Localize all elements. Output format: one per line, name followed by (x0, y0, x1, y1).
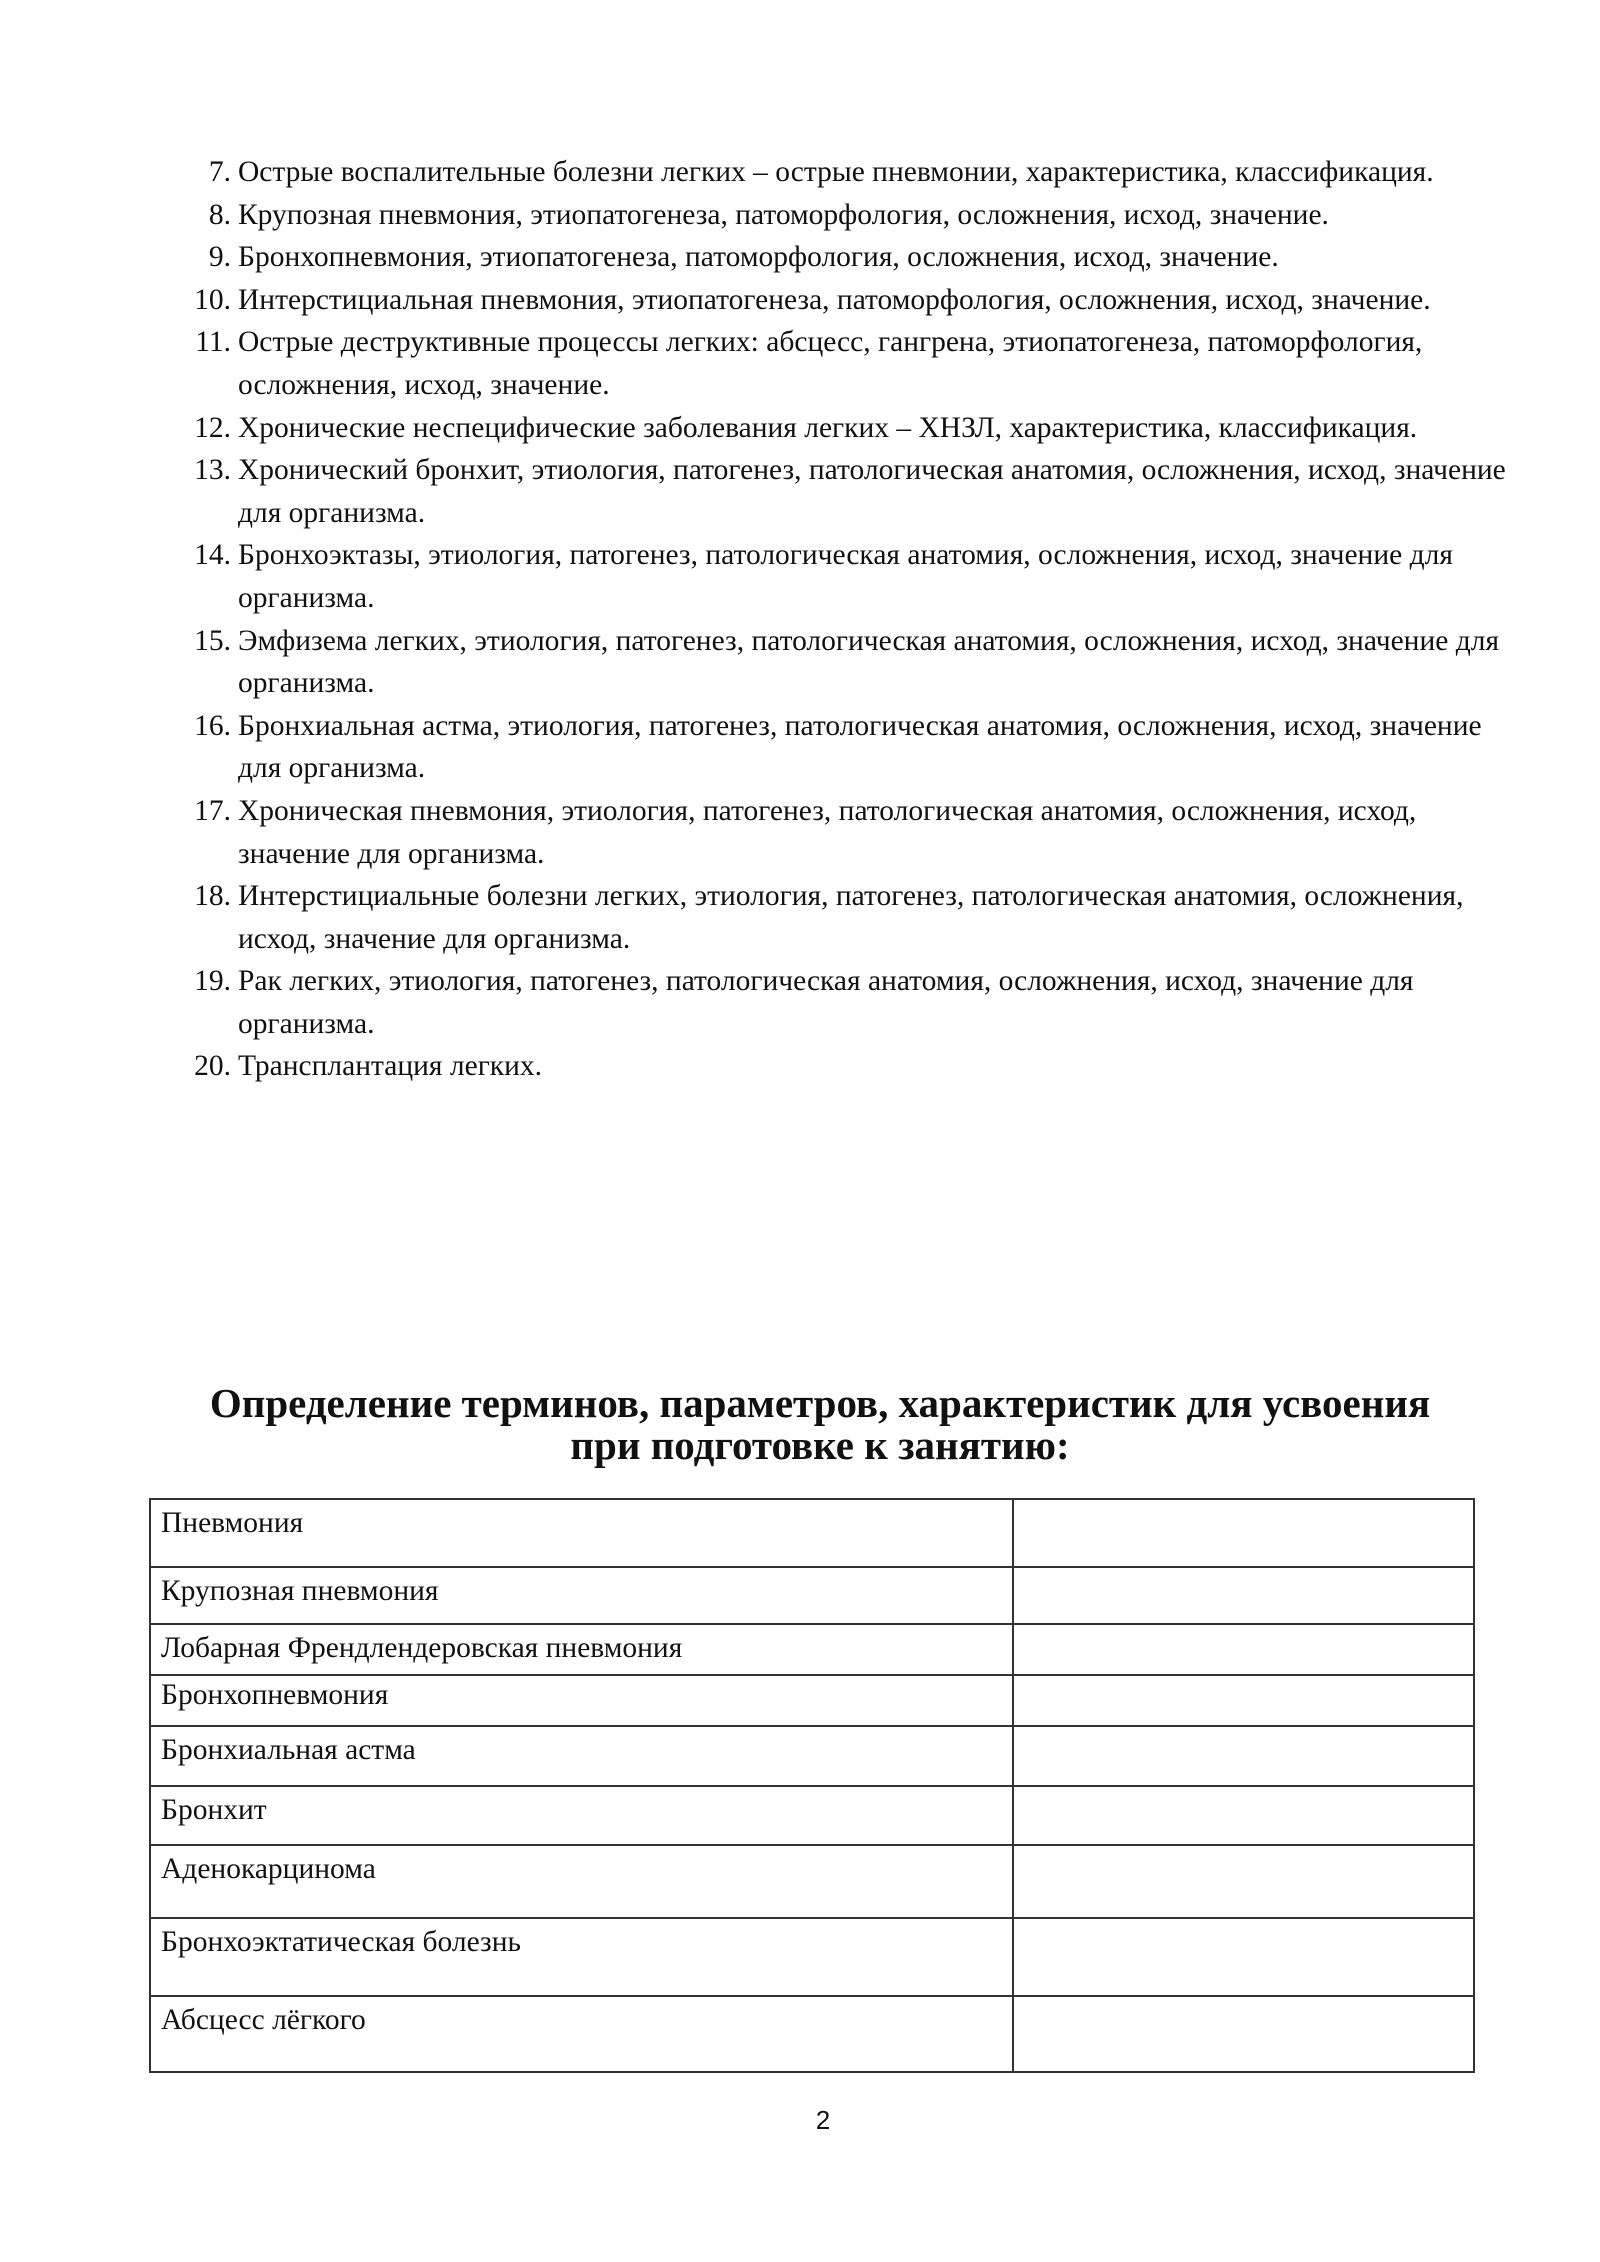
list-item (175, 790, 1520, 875)
list-item-number: 11. (195, 326, 231, 359)
definition-cell[interactable] (1013, 1499, 1474, 1567)
list-item (175, 236, 1520, 279)
list-item-text: Бронхиальная астма, этиология, патогенез, патологическая анатомия, осложнения, исход, значение для организма. (238, 709, 1482, 785)
list-item-number: 7. (208, 156, 231, 188)
list-item-text: Острые деструктивные процессы легких: абсцесс, гангрена, этиопатогенеза, патоморфология, осложнения, исход, значение. (238, 326, 1423, 401)
section-title-line1: Определение терминов, параметров, характеристик для усвоения (209, 1380, 1431, 1426)
page-number: 2 (815, 2105, 831, 2135)
list-item (175, 534, 1520, 619)
list-item-text: Интерстициальная пневмония, этиопатогенеза, патоморфология, осложнения, исход, значение. (238, 283, 1431, 316)
term-cell: Бронхоэктатическая болезнь (150, 1918, 1013, 1996)
list-item (175, 194, 1520, 237)
list-item (175, 407, 1520, 450)
list-item (175, 620, 1520, 705)
list-item-text: Хронические неспецифические заболевания легких – ХНЗЛ, характеристика, классификация. (238, 411, 1418, 444)
list-item (175, 960, 1520, 1045)
term-cell: Бронхопневмония (150, 1675, 1013, 1726)
table-row (150, 1726, 1474, 1786)
list-item-text: Эмфизема легких, этиология, патогенез, патологическая анатомия, осложнения, исход, значение для организма. (238, 624, 1500, 700)
term-cell: Аденокарцинома (150, 1845, 1013, 1918)
list-item-text: Бронхоэктазы, этиология, патогенез, патологическая анатомия, осложнения, исход, значение для организма. (238, 539, 1453, 614)
list-item (175, 875, 1520, 960)
table-row (150, 1996, 1474, 2072)
term-cell: Крупозная пневмония (150, 1567, 1013, 1624)
definition-cell[interactable] (1013, 1786, 1474, 1845)
list-item-number: 16. (194, 709, 231, 742)
list-item-number: 9. (208, 241, 231, 274)
table-row (150, 1918, 1474, 1996)
list-item-text: Хроническая пневмония, этиология, патогенез, патологическая анатомия, осложнения, исход, значение для организма. (238, 794, 1417, 870)
term-cell: Бронхит (150, 1786, 1013, 1845)
list-item-number: 15. (194, 624, 231, 657)
list-item (175, 321, 1520, 406)
list-item-number: 20. (194, 1050, 231, 1083)
term-cell: Пневмония (150, 1499, 1013, 1567)
table-row (150, 1499, 1474, 1567)
question-list (175, 151, 1520, 1088)
list-item (175, 705, 1520, 790)
list-item-text: Рак легких, этиология, патогенез, патологическая анатомия, осложнения, исход, значение для организма. (238, 965, 1414, 1040)
definition-cell[interactable] (1013, 1567, 1474, 1624)
table-row (150, 1786, 1474, 1845)
list-item-number: 8. (208, 198, 231, 231)
list-item-number: 17. (194, 794, 231, 827)
definition-cell[interactable] (1013, 1726, 1474, 1786)
list-item-number: 13. (194, 454, 231, 487)
terms-table (149, 1498, 1475, 2073)
list-item-number: 19. (194, 965, 231, 998)
list-item-number: 14. (194, 539, 231, 572)
list-item-text: Трансплантация легких. (238, 1050, 543, 1083)
definition-cell[interactable] (1013, 1918, 1474, 1996)
definition-cell[interactable] (1013, 1675, 1474, 1726)
term-cell: Лобарная Френдлендеровская пневмония (150, 1624, 1013, 1675)
term-cell: Бронхиальная астма (150, 1726, 1013, 1786)
list-item (175, 449, 1520, 534)
list-item-number: 18. (194, 880, 231, 913)
table-row (150, 1845, 1474, 1918)
list-item-text: Бронхопневмония, этиопатогенеза, патоморфология, осложнения, исход, значение. (238, 241, 1279, 274)
list-item-number: 12. (194, 411, 231, 444)
table-row (150, 1624, 1474, 1675)
table-row (150, 1675, 1474, 1726)
table-row (150, 1567, 1474, 1624)
definition-cell[interactable] (1013, 1845, 1474, 1918)
term-cell: Абсцесс лёгкого (150, 1996, 1013, 2072)
list-item-text: Интерстициальные болезни легких, этиология, патогенез, патологическая анатомия, осложнения, исход, значение для организма. (238, 880, 1464, 955)
definition-cell[interactable] (1013, 1996, 1474, 2072)
section-title (120, 1382, 1520, 1466)
definition-cell[interactable] (1013, 1624, 1474, 1675)
section-title-line2: при подготовке к занятию: (570, 1422, 1070, 1468)
list-item-text: Крупозная пневмония, этиопатогенеза, патоморфология, осложнения, исход, значение. (238, 198, 1329, 231)
list-item-number: 10. (194, 283, 231, 316)
list-item (175, 279, 1520, 322)
list-item (175, 1045, 1520, 1088)
list-item (175, 151, 1520, 194)
list-item-text: Острые воспалительные болезни легких – острые пневмонии, характеристика, классификация. (238, 156, 1434, 188)
list-item-text: Хронический бронхит, этиология, патогенез, патологическая анатомия, осложнения, исход, значение для организма. (238, 454, 1506, 529)
